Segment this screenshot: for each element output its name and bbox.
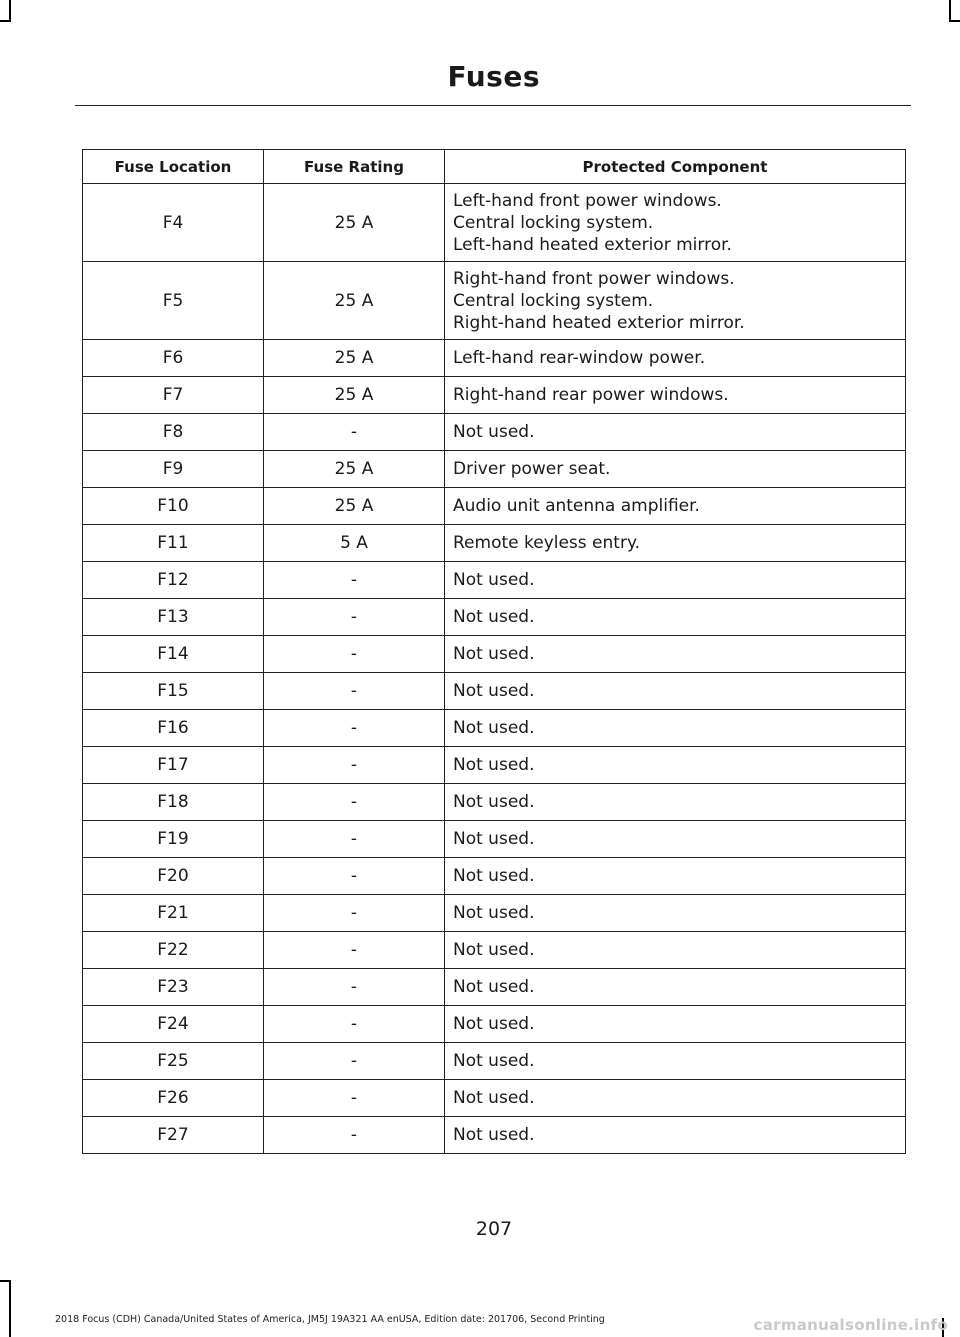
- page-title: Fuses: [447, 60, 540, 93]
- fuse-rating-cell: 25 A: [264, 488, 445, 525]
- protected-component-line: Central locking system.: [453, 212, 654, 233]
- fuse-rating-cell: -: [264, 599, 445, 636]
- table-row: [83, 1117, 906, 1154]
- table-row: [83, 932, 906, 969]
- fuse-rating-cell: -: [264, 562, 445, 599]
- fuse-location-cell: F9: [83, 451, 264, 488]
- table-row: [83, 451, 906, 488]
- fuse-location-cell: F21: [83, 895, 264, 932]
- fuse-rating-cell: 25 A: [264, 262, 445, 340]
- protected-component-line: Not used.: [453, 644, 535, 664]
- fuse-location-cell: F15: [83, 673, 264, 710]
- fuse-location-cell: F23: [83, 969, 264, 1006]
- table-row: [83, 821, 906, 858]
- protected-component-cell: [445, 1117, 906, 1154]
- footer-note: 2018 Focus (CDH) Canada/United States of America, JM5J 19A321 AA enUSA, Edition date: 201706, Second Printing: [55, 1314, 605, 1325]
- protected-component-line: Not used.: [453, 607, 535, 627]
- protected-component-cell: [445, 636, 906, 673]
- protected-component-cell: [445, 969, 906, 1006]
- protected-component-line: Not used.: [453, 570, 535, 590]
- protected-component-line: Audio unit antenna amplifier.: [453, 496, 700, 516]
- crop-mark-top-right-v: [949, 0, 951, 22]
- crop-mark-top-left-h: [0, 20, 11, 22]
- fuse-rating-cell: -: [264, 784, 445, 821]
- column-header-fuse-rating: Fuse Rating: [264, 150, 445, 184]
- fuse-location-cell: F22: [83, 932, 264, 969]
- protected-component-cell: [445, 599, 906, 636]
- table-row: [83, 858, 906, 895]
- protected-component-cell: [445, 821, 906, 858]
- table-row: [83, 1080, 906, 1117]
- fuse-table-body: [83, 184, 906, 1154]
- protected-component-cell: [445, 858, 906, 895]
- page-number: 207: [475, 1218, 513, 1240]
- fuse-rating-cell: -: [264, 673, 445, 710]
- fuse-location-cell: F14: [83, 636, 264, 673]
- fuse-rating-cell: -: [264, 636, 445, 673]
- protected-component-line: Not used.: [453, 829, 535, 849]
- protected-component-cell: [445, 451, 906, 488]
- title-divider: [75, 105, 911, 106]
- fuse-rating-cell: 25 A: [264, 451, 445, 488]
- protected-component-line: Driver power seat.: [453, 459, 611, 479]
- table-header-row: [83, 150, 906, 184]
- table-row: [83, 488, 906, 525]
- protected-component-cell: [445, 414, 906, 451]
- protected-component-line: Left-hand front power windows.: [453, 190, 722, 211]
- fuse-location-cell: F4: [83, 184, 264, 262]
- protected-component-line: Central locking system.: [453, 290, 654, 311]
- fuse-rating-cell: -: [264, 858, 445, 895]
- table-row: [83, 636, 906, 673]
- protected-component-line: Not used.: [453, 792, 535, 812]
- fuse-location-cell: F26: [83, 1080, 264, 1117]
- protected-component-line: Left-hand heated exterior mirror.: [453, 234, 732, 255]
- protected-component-cell: [445, 1006, 906, 1043]
- crop-mark-top-left-v: [9, 0, 11, 22]
- fuse-rating-cell: -: [264, 895, 445, 932]
- crop-mark-bottom-left-h: [0, 1280, 11, 1282]
- fuse-rating-cell: -: [264, 414, 445, 451]
- protected-component-line: Not used.: [453, 718, 535, 738]
- fuse-rating-cell: -: [264, 747, 445, 784]
- table-row: [83, 525, 906, 562]
- fuse-location-cell: F24: [83, 1006, 264, 1043]
- table-row: [83, 895, 906, 932]
- table-row: [83, 673, 906, 710]
- fuse-table: [82, 149, 906, 1154]
- fuse-rating-cell: -: [264, 710, 445, 747]
- protected-component-cell: [445, 1043, 906, 1080]
- fuse-location-cell: F12: [83, 562, 264, 599]
- column-header-fuse-location: Fuse Location: [83, 150, 264, 184]
- protected-component-cell: [445, 710, 906, 747]
- fuse-rating-cell: -: [264, 1006, 445, 1043]
- protected-component-cell: [445, 932, 906, 969]
- fuse-rating-cell: 5 A: [264, 525, 445, 562]
- protected-component-line: Not used.: [453, 755, 535, 775]
- fuse-location-cell: F18: [83, 784, 264, 821]
- fuse-rating-cell: 25 A: [264, 377, 445, 414]
- fuse-rating-cell: -: [264, 932, 445, 969]
- fuse-location-cell: F5: [83, 262, 264, 340]
- protected-component-cell: [445, 262, 906, 340]
- protected-component-line: Not used.: [453, 681, 535, 701]
- table-row: [83, 262, 906, 340]
- fuse-rating-cell: -: [264, 1080, 445, 1117]
- table-row: [83, 784, 906, 821]
- protected-component-cell: [445, 673, 906, 710]
- protected-component-line: Not used.: [453, 1125, 535, 1145]
- protected-component-line: Not used.: [453, 422, 535, 442]
- table-row: [83, 562, 906, 599]
- fuse-rating-cell: 25 A: [264, 184, 445, 262]
- protected-component-cell: [445, 1080, 906, 1117]
- fuse-location-cell: F8: [83, 414, 264, 451]
- table-row: [83, 184, 906, 262]
- table-row: [83, 710, 906, 747]
- protected-component-cell: [445, 184, 906, 262]
- protected-component-cell: [445, 377, 906, 414]
- protected-component-cell: [445, 895, 906, 932]
- crop-mark-top-right-h: [949, 20, 960, 22]
- fuse-location-cell: F20: [83, 858, 264, 895]
- fuse-location-cell: F17: [83, 747, 264, 784]
- protected-component-line: Not used.: [453, 977, 535, 997]
- protected-component-line: Right-hand front power windows.: [453, 268, 735, 289]
- protected-component-cell: [445, 525, 906, 562]
- table-row: [83, 414, 906, 451]
- fuse-location-cell: F19: [83, 821, 264, 858]
- protected-component-line: Right-hand heated exterior mirror.: [453, 312, 745, 333]
- fuse-location-cell: F6: [83, 340, 264, 377]
- protected-component-line: Not used.: [453, 1051, 535, 1071]
- protected-component-cell: [445, 562, 906, 599]
- table-row: [83, 599, 906, 636]
- fuse-rating-cell: -: [264, 969, 445, 1006]
- protected-component-line: Not used.: [453, 903, 535, 923]
- column-header-protected-component: Protected Component: [445, 150, 906, 184]
- table-row: [83, 969, 906, 1006]
- protected-component-line: Right-hand rear power windows.: [453, 385, 729, 405]
- table-row: [83, 377, 906, 414]
- fuse-rating-cell: -: [264, 821, 445, 858]
- fuse-location-cell: F7: [83, 377, 264, 414]
- protected-component-line: Not used.: [453, 1088, 535, 1108]
- fuse-location-cell: F16: [83, 710, 264, 747]
- fuse-location-cell: F27: [83, 1117, 264, 1154]
- fuse-rating-cell: 25 A: [264, 340, 445, 377]
- table-row: [83, 1043, 906, 1080]
- protected-component-cell: [445, 340, 906, 377]
- fuse-location-cell: F11: [83, 525, 264, 562]
- fuse-rating-cell: -: [264, 1117, 445, 1154]
- protected-component-line: Left-hand rear-window power.: [453, 348, 706, 368]
- protected-component-line: Remote keyless entry.: [453, 533, 640, 553]
- protected-component-cell: [445, 747, 906, 784]
- table-row: [83, 747, 906, 784]
- protected-component-line: Not used.: [453, 866, 535, 886]
- protected-component-line: Not used.: [453, 1014, 535, 1034]
- protected-component-cell: [445, 784, 906, 821]
- fuse-rating-cell: -: [264, 1043, 445, 1080]
- protected-component-cell: [445, 488, 906, 525]
- fuse-location-cell: F13: [83, 599, 264, 636]
- fuse-location-cell: F25: [83, 1043, 264, 1080]
- crop-mark-bottom-left-v: [9, 1280, 11, 1337]
- table-row: [83, 1006, 906, 1043]
- protected-component-line: Not used.: [453, 940, 535, 960]
- fuse-location-cell: F10: [83, 488, 264, 525]
- watermark: carmanualsonline.info: [753, 1316, 948, 1334]
- table-row: [83, 340, 906, 377]
